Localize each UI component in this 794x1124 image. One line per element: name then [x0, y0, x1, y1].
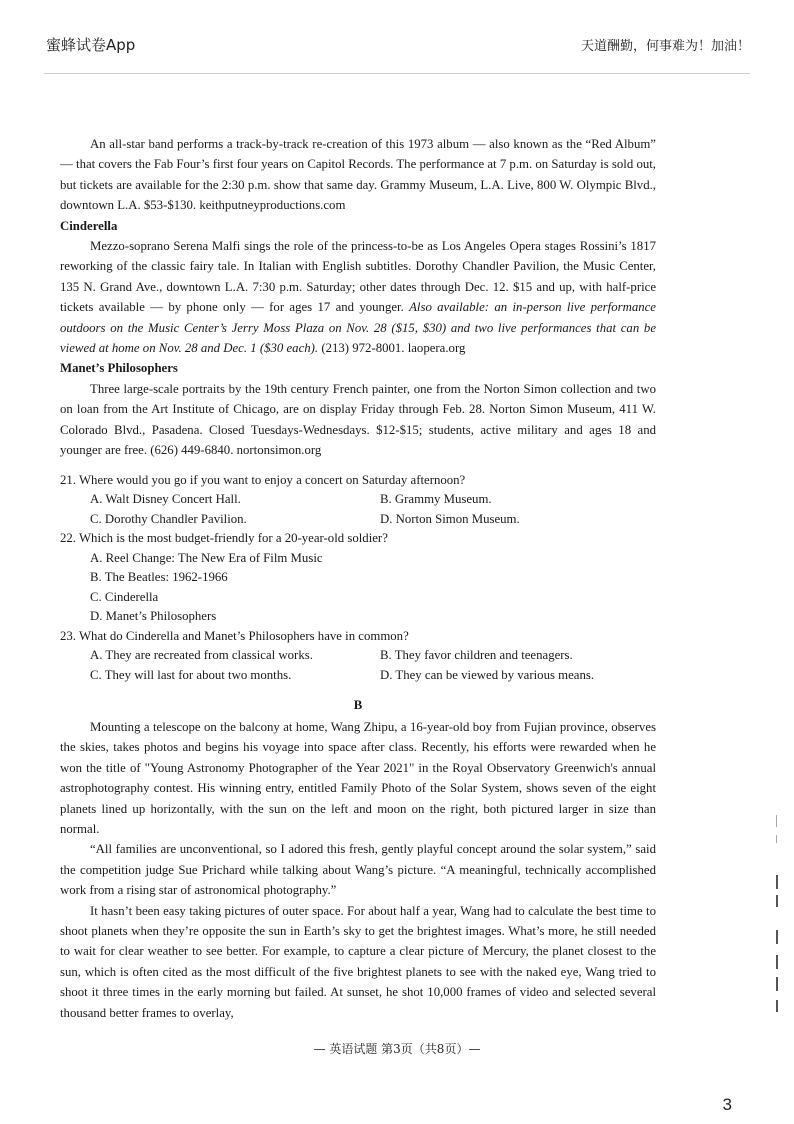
- question-21: [60, 471, 656, 530]
- app-slogan: 天道酬勤，何事难为！加油！: [580, 39, 750, 54]
- question-stem: 22. Which is the most budget-friendly for a 20-year-old soldier?: [60, 531, 388, 545]
- scan-mark: [776, 895, 778, 907]
- question-23: [60, 627, 656, 686]
- scan-mark: [776, 930, 778, 944]
- page-footer: — 英语试题 第3页（共8页）—: [313, 1042, 481, 1056]
- option-group: [90, 490, 656, 529]
- cinderella-text: Mezzo-soprano Serena Malfi sings the role of the princess-to-be as Los Angeles Opera stages Rossini’s 1817 reworking of the classic fairy tale. In Italian with English subtitles. Dorothy Chandler Pavilion, the Music Center, 135 N. Grand Ave., downtown L.A. 7:30 p.m. Saturday; other dates through Dec. 12. $15 and up, with half-price tickets available — by phone only — for ages 17 and younger.: [60, 239, 656, 315]
- cinderella-heading: Cinderella: [60, 218, 118, 233]
- option-d: D. Norton Simon Museum.: [380, 511, 520, 526]
- app-name: 蜜蜂试卷App: [46, 36, 136, 54]
- cinderella-paragraph: [60, 236, 656, 358]
- scan-mark: [776, 955, 778, 969]
- manet-paragraph: Three large-scale portraits by the 19th century French painter, one from the Norton Simon collection and two on loan from the Art Institute of Chicago, are on display Friday through Feb. 28. Norton Simon Museum, 411 W. Colorado Blvd., Pasadena. Closed Tuesdays-Wednesdays. $12-$15; students, active military and ages 18 and younger are free. (626) 449-6840. nortonsimon.org: [60, 381, 656, 458]
- scan-mark: [776, 815, 777, 827]
- scan-mark: [776, 835, 777, 843]
- page-number: 3: [722, 1095, 732, 1114]
- manet-heading: Manet’s Philosophers: [60, 361, 178, 376]
- passage-b-paragraph-1: Mounting a telescope on the balcony at home, Wang Zhipu, a 16-year-old boy from Fujian province, observes the skies, takes photos and begins his voyage into space after class. Recently, his efforts were rewarded when he won the title of "Young Astronomy Photographer of the Year 2021" in the Royal Observatory Greenwich's annual astrophotography contest. His winning entry, entitled Family Photo of the Solar System, shows seven of the eight planets lined up horizontally, with the sun on the left and moon on the right, both pictured larger in size than normal.: [60, 720, 656, 837]
- option-c: C. Cinderella: [90, 589, 159, 604]
- question-list: [60, 471, 656, 686]
- question-stem: 23. What do Cinderella and Manet’s Philosophers have in common?: [60, 628, 409, 643]
- option-group: [90, 646, 656, 685]
- scan-mark: [776, 977, 778, 991]
- exam-content: [60, 134, 656, 1023]
- option-b: B. They favor children and teenagers.: [380, 648, 573, 662]
- option-b: B. The Beatles: 1962-1966: [90, 570, 228, 584]
- option-c: C. Dorothy Chandler Pavilion.: [90, 511, 247, 526]
- question-22: [60, 529, 656, 627]
- cinderella-italic-text: Also available: an in-person live performance outdoors on the Music Center’s Jerry Moss Plaza on Nov. 28 ($15, $30) and two live performances that can be viewed at home on Nov. 28 and Dec. 1 ($30 each).: [60, 300, 656, 356]
- app-header: [0, 0, 794, 76]
- scan-mark: [776, 875, 778, 889]
- option-a: A. Walt Disney Concert Hall.: [90, 492, 241, 506]
- question-stem: 21. Where would you go if you want to enjoy a concert on Saturday afternoon?: [60, 472, 466, 487]
- option-d: D. They can be viewed by various means.: [380, 667, 595, 682]
- option-group: [90, 549, 656, 627]
- option-a: A. Reel Change: The New Era of Film Music: [90, 550, 323, 565]
- scan-edge-marks: [776, 815, 780, 1025]
- beatles-paragraph: An all-star band performs a track-by-track re-creation of this 1973 album — also known as the “Red Album” — that covers the Fab Four’s first four years on Capitol Records. The performance at 7 p.m. on Saturday is sold out, but tickets are available for the 2:30 p.m. show that same day. Grammy Museum, L.A. Live, 800 W. Olympic Blvd., downtown L.A. $53-$130. keithputneyproductions.com: [60, 137, 656, 213]
- passage-b-paragraph-3: It hasn’t been easy taking pictures of outer space. For about half a year, Wang had to calculate the best time to shoot planets when they’re opposite the sun in Earth’s sky to get the brightest images. What’s more, he still needed to wait for clear weather to see better. For example, to capture a clear picture of Mercury, the planet closest to the sun, which is often cited as the most difficult of the five brightest planets to see with the naked eye, Wang tried to shoot it three times in the early morning but failed. At sunset, he shot 10,000 frames of video and selected several thousand better frames to overlay,: [60, 903, 656, 1020]
- header-divider: [44, 73, 750, 74]
- option-b: B. Grammy Museum.: [380, 492, 492, 506]
- passage-b-paragraph-2: “All families are unconventional, so I adored this fresh, gently playful concept around the solar system,” said the competition judge Sue Prichard while talking about Wang’s picture. “A meaningful, technically accomplished work from a rising star of astronomical photography.”: [60, 842, 656, 898]
- scan-mark: [776, 1000, 778, 1012]
- cinderella-contact: (213) 972-8001. laopera.org: [321, 341, 466, 356]
- option-c: C. They will last for about two months.: [90, 667, 292, 682]
- option-d: D. Manet’s Philosophers: [90, 609, 217, 623]
- passage-b: [60, 717, 656, 1023]
- option-a: A. They are recreated from classical works.: [90, 648, 313, 662]
- section-b-label: B: [353, 698, 363, 712]
